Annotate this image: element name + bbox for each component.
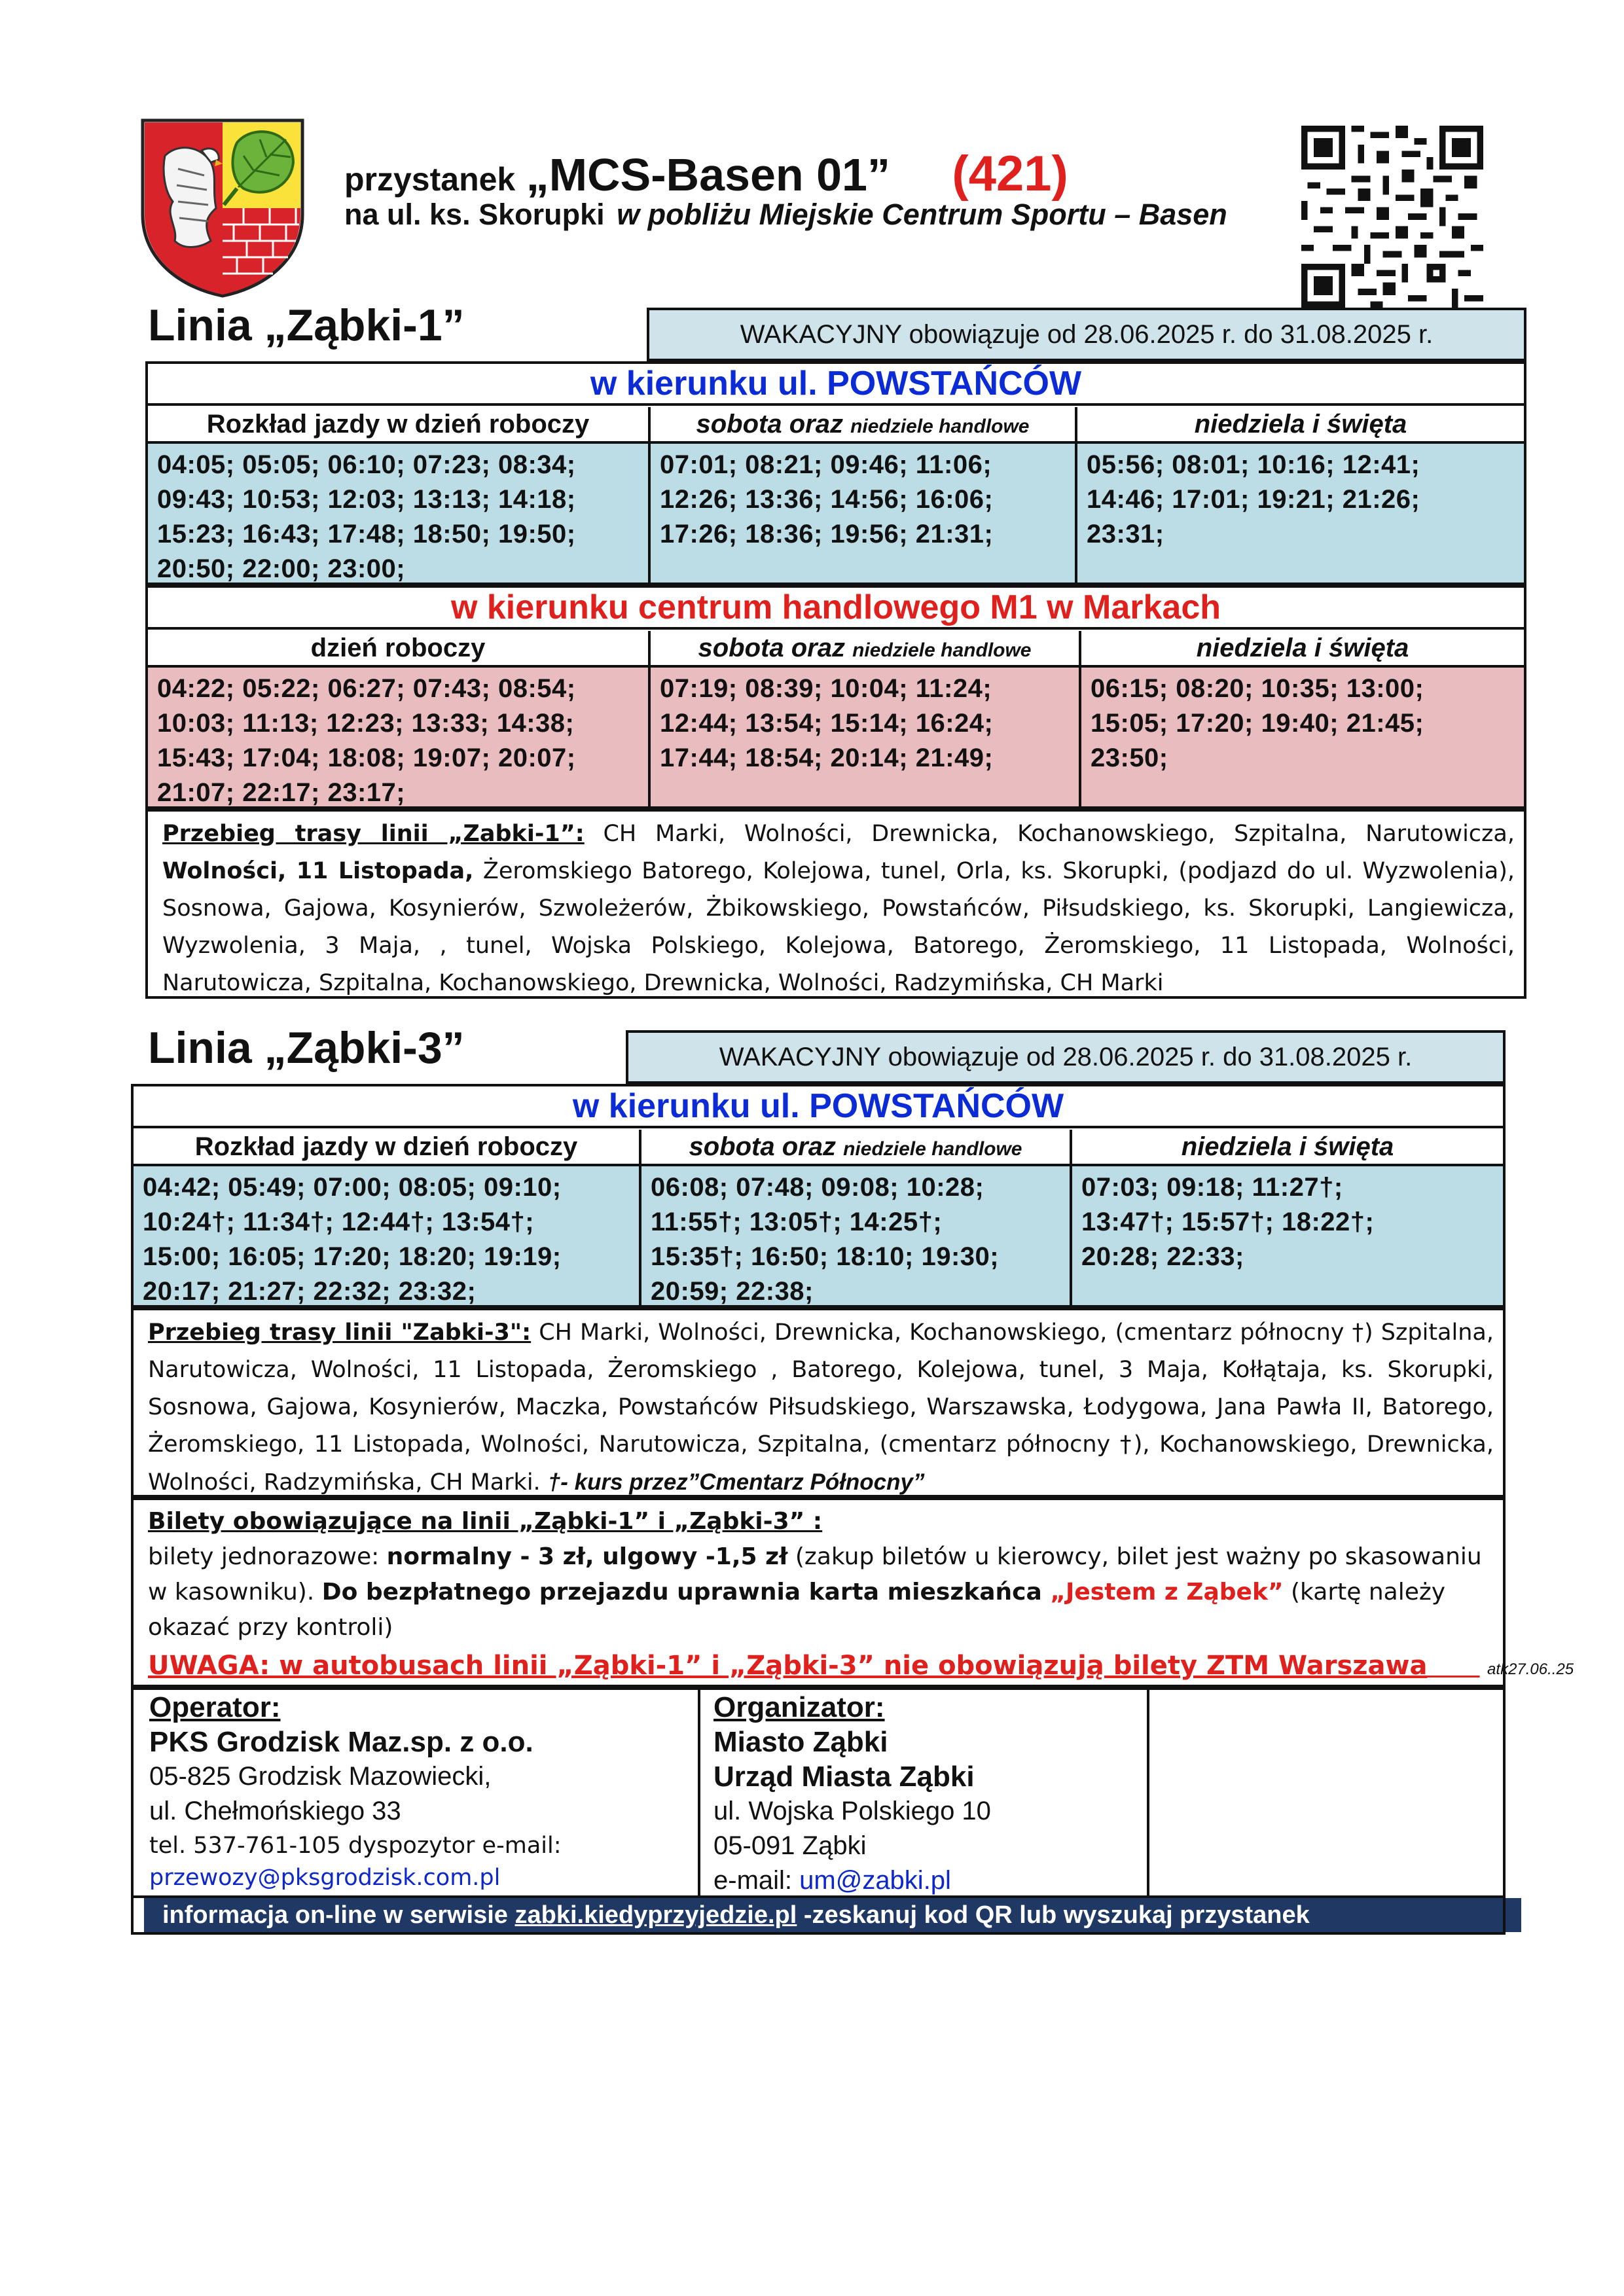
organizer-email-label: e-mail:	[713, 1866, 800, 1895]
street-suffix: w pobliżu Miejskie Centrum Sportu – Basen	[617, 198, 1227, 231]
operator-heading-text: Operator:	[149, 1691, 281, 1723]
online-info-link[interactable]: zabki.kiedyprzyjedzie.pl	[514, 1901, 797, 1929]
empty-cell	[1149, 1690, 1503, 1895]
line3-validity-text: WAKACYJNY obowiązuje od 28.06.2025 r. do 31.08.2025 r.	[719, 1043, 1413, 1071]
operator-addr1: 05-825 Grodzisk Mazowiecki,	[149, 1762, 492, 1791]
stop-name: „MCS-Basen 01”	[526, 149, 890, 200]
organizer-cell	[700, 1690, 1149, 1895]
tickets-box	[131, 1498, 1574, 1687]
operator-heading	[149, 1690, 698, 1725]
operator-email-link[interactable]: przewozy@pksgrodzisk.com.pl	[149, 1865, 501, 1891]
line3-route-box	[131, 1308, 1506, 1498]
line1-dir1-col1-times: 04:05; 05:05; 06:10; 07:23; 08:34; 09:43; 10:53; 12:03; 13:13; 14:18; 15:23; 16:43; 17:48; 18:50; 19:50; 20:50; 22:00; 23:00;	[148, 441, 651, 583]
tickets-prices: normalny - 3 zł, ulgowy -1,5 zł	[386, 1543, 788, 1570]
line1-dir2-title: w kierunku centrum handlowego M1 w Markach	[148, 585, 1524, 630]
stop-prefix: przystanek	[344, 161, 516, 198]
line1-dir1-title: w kierunku ul. POWSTAŃCÓW	[148, 361, 1524, 406]
operator-email-row	[149, 1863, 698, 1892]
line1-dir1-col2-header-main: sobota oraz	[696, 410, 843, 439]
online-info-b: -zeskanuj kod QR lub wyszukaj przystanek	[797, 1901, 1310, 1929]
line3-validity	[626, 1030, 1506, 1084]
tickets-heading-text: Bilety obowiązujące na linii „Ząbki-1” i „Ząbki-3” :	[148, 1508, 823, 1535]
qr-code-icon[interactable]	[1301, 126, 1483, 308]
stop-address	[344, 198, 1227, 232]
tickets-warning: UWAGA: w autobusach linii „Ząbki-1” i „Ząbki-3” nie obowiązują bilety ZTM Warszawa	[148, 1651, 1428, 1681]
line3-dir1-title: w kierunku ul. POWSTAŃCÓW	[134, 1084, 1503, 1128]
line1-dir2-col2-times: 07:19; 08:39; 10:04; 11:24; 12:44; 13:54; 15:14; 16:24; 17:44; 18:54; 20:14; 21:49;	[651, 665, 1081, 806]
line1-route-part1: CH Marki, Wolności, Drewnicka, Kochanowskiego, Szpitalna, Narutowicza,	[584, 821, 1515, 847]
organizer-name1: Miasto Ząbki	[713, 1726, 888, 1758]
operator-addr2: ul. Chełmońskiego 33	[149, 1797, 401, 1825]
stop-code: (421)	[952, 146, 1068, 202]
tickets-l1c: (zakup biletów u kierowcy, bilet jest ważny po skasowaniu w kasowniku).	[148, 1543, 1482, 1605]
line1-route-box	[145, 809, 1526, 999]
line1-dir2-col3-times: 06:15; 08:20; 10:35; 13:00; 15:05; 17:20; 19:40; 21:45; 23:50;	[1081, 665, 1524, 806]
line3-dir1-col3-times: 07:03; 09:18; 11:27†; 13:47†; 15:57†; 18:22†; 20:28; 22:33;	[1072, 1164, 1503, 1305]
operator-phone: tel. 537-761-105 dyspozytor e-mail:	[149, 1833, 562, 1859]
line1-dir1-col1-header: Rozkład jazdy w dzień roboczy	[148, 407, 651, 441]
line1-dir2-col2-header-small: niedziele handlowe	[852, 639, 1032, 661]
tickets-code: atk27.06..25	[1487, 1660, 1574, 1678]
line1-title: Linia „Ząbki-1”	[148, 300, 465, 350]
line3-dir1-col3-header: niedziela i święta	[1181, 1132, 1394, 1161]
organizer-addr2: 05-091 Ząbki	[713, 1831, 867, 1860]
line1-route-part2: Żeromskiego Batorego, Kolejowa, tunel, Orla, ks. Skorupki, (podjazd do ul. Wyzwolenia), Sosnowa, Gajowa, Kosynierów, Szwoleżerów, Żbikowskiego, Powstańców, Piłsudskiego, ks. Skorupki, Langiewicza, Wyzwolenia, 3 Maja, , tunel, Wojska Polskiego, Kolejowa, Batorego, Żeromskiego, 11 Listopada, Wolności, Narutowicza, Szpitalna, Kochanowskiego, Drewnicka, Wolności, Radzymińska, CH Marki	[162, 858, 1515, 996]
tickets-warning-row	[148, 1648, 1574, 1687]
line3-route-note: †- kurs przez”Cmentarz Północny”	[547, 1469, 925, 1495]
line3-dir1-col2-header-main: sobota oraz	[689, 1132, 836, 1161]
line1-route-label: Przebieg trasy linii „Zabki-1”:	[162, 821, 585, 847]
line3-route-text: CH Marki, Wolności, Drewnicka, Kochanowskiego, (cmentarz północny †) Szpitalna, Narutowicza, Wolności, 11 Listopada, Żeromskiego , Batorego, Kolejowa, tunel, 3 Maja, Kołłątaja, ks. Skorupki, Sosnowa, Gajowa, Kosynierów, Maczka, Powstańców Piłsudskiego, Warszawska, Łodygowa, Jana Pawła II, Batorego, Żeromskiego, 11 Listopada, Wolności, Narutowicza, Szpitalna, (cmentarz północny †), Kochanowskiego, Drewnicka, Wolności, Radzymińska, CH Marki.	[148, 1319, 1494, 1496]
line1-dir1-col3-times: 05:56; 08:01; 10:16; 12:41; 14:46; 17:01; 19:21; 21:26; 23:31;	[1077, 441, 1524, 583]
line1-dir2-col3-header: niedziela i święta	[1196, 634, 1409, 662]
organizer-heading	[713, 1690, 1147, 1725]
online-info-a: informacja on-line w serwisie	[162, 1901, 515, 1929]
line1-dir2-col2-header-main: sobota oraz	[698, 634, 845, 662]
line1-validity-text: WAKACYJNY obowiązuje od 28.06.2025 r. do 31.08.2025 r.	[740, 320, 1434, 349]
line3-route-label: Przebieg trasy linii "Zabki-3":	[148, 1319, 532, 1346]
organizer-email-link[interactable]: um@zabki.pl	[799, 1866, 951, 1895]
line3-dir1-col2-header	[641, 1130, 1072, 1164]
stop-title-line	[344, 145, 1068, 202]
online-info-bar	[131, 1898, 1521, 1932]
line3-dir1-col2-times: 06:08; 07:48; 09:08; 10:28; 11:55†; 13:05†; 14:25†; 15:35†; 16:50; 18:10; 19:30; 20:59; 22:38;	[641, 1164, 1072, 1305]
tickets-l1a: bilety jednorazowe:	[148, 1543, 387, 1570]
tickets-card-name: „Jestem z Ząbek”	[1041, 1579, 1284, 1605]
tickets-l1f: (kartę należy okazać przy kontroli)	[148, 1579, 1446, 1641]
tickets-body	[148, 1539, 1494, 1645]
line3-title: Linia „Ząbki-3”	[148, 1023, 465, 1073]
line1-route-bold: Wolności, 11 Listopada,	[162, 858, 474, 884]
line1-dir2-col1-header: dzień roboczy	[148, 631, 651, 665]
line1-dir1-col2-header	[651, 407, 1077, 441]
line1-dir1-col3-header: niedziela i święta	[1194, 410, 1407, 439]
tickets-free-ride: Do bezpłatnego przejazdu uprawnia karta mieszkańca	[321, 1579, 1042, 1605]
street-prefix: na ul. ks. Skorupki	[344, 198, 605, 231]
line3-dir1-col2-header-small: niedziele handlowe	[843, 1138, 1022, 1160]
organizer-addr1: ul. Wojska Polskiego 10	[713, 1797, 991, 1825]
line1-dir1-col2-header-small: niedziele handlowe	[850, 416, 1030, 437]
line1-dir2-col1-times: 04:22; 05:22; 06:27; 07:43; 08:54; 10:03; 11:13; 12:23; 13:33; 14:38; 15:43; 17:04; 18:08; 19:07; 20:07; 21:07; 22:17; 23:17;	[148, 665, 651, 806]
organizer-name2: Urząd Miasta Ząbki	[713, 1761, 975, 1793]
operator-name: PKS Grodzisk Maz.sp. z o.o.	[149, 1726, 533, 1758]
line1-validity	[647, 308, 1526, 361]
coat-of-arms-icon	[139, 117, 306, 298]
operator-cell	[134, 1690, 700, 1895]
line3-dir1-col1-header: Rozkład jazdy w dzień roboczy	[134, 1130, 641, 1164]
line1-dir2-col2-header	[651, 631, 1081, 665]
line3-dir1-col1-times: 04:42; 05:49; 07:00; 08:05; 09:10; 10:24†; 11:34†; 12:44†; 13:54†; 15:00; 16:05; 17:20; 18:20; 19:19; 20:17; 21:27; 22:32; 23:32;	[134, 1164, 641, 1305]
organizer-heading-text: Organizator:	[713, 1691, 885, 1723]
tickets-heading	[148, 1504, 1494, 1539]
line1-dir1-col2-times: 07:01; 08:21; 09:46; 11:06; 12:26; 13:36; 14:56; 16:06; 17:26; 18:36; 19:56; 21:31;	[651, 441, 1077, 583]
organizer-email-row	[713, 1863, 1147, 1898]
